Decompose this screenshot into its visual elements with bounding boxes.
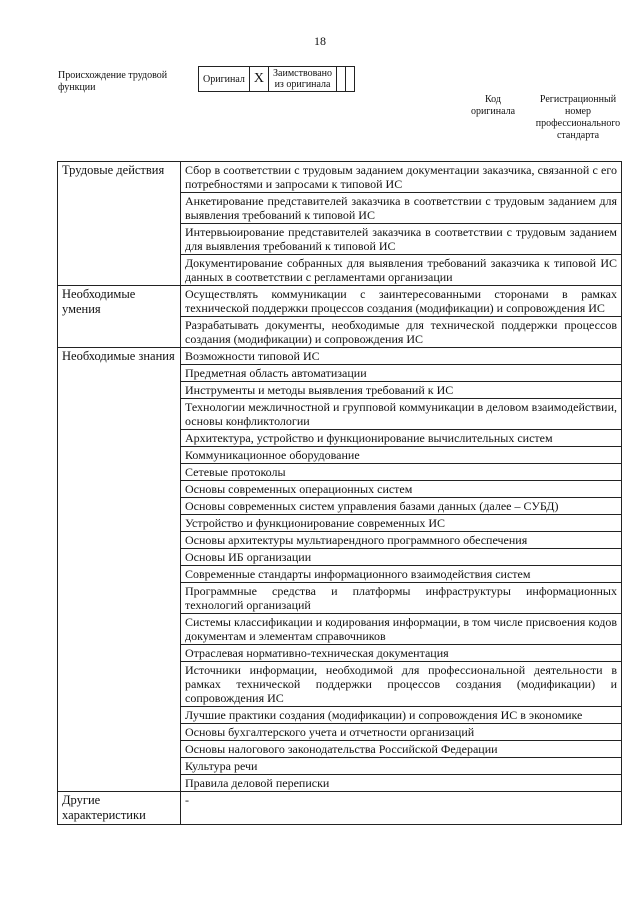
section-item: Отраслевая нормативно-техническая документация (181, 644, 621, 661)
section-item: Основы современных систем управления базами данных (далее – СУБД) (181, 497, 621, 514)
section-item: Правила деловой переписки (181, 774, 621, 791)
section-item: Системы классификации и кодирования информации, в том числе присвоения кодов документам и элементам справочников (181, 613, 621, 644)
page-number: 18 (314, 34, 326, 48)
section-item: Архитектура, устройство и функционирование вычислительных систем (181, 429, 621, 446)
section-content (181, 348, 622, 792)
section-item: Основы налогового законодательства Российской Федерации (181, 740, 621, 757)
section-item: Сетевые протоколы (181, 463, 621, 480)
section-content (181, 792, 622, 825)
section-label: Необходимые умения (58, 286, 181, 348)
origin-label: Происхождение трудовой функции (58, 70, 168, 93)
section-item: Основы архитектуры мультиарендного программного обеспечения (181, 531, 621, 548)
functions-table (57, 161, 622, 825)
section-content (181, 286, 622, 348)
functions-table-body (58, 162, 622, 825)
section-label: Необходимые знания (58, 348, 181, 792)
reg-number-caption: Регистрационный номер профессионального стандарта (535, 94, 621, 141)
borrowed-label: Заимствовано из оригинала (269, 67, 337, 92)
section-label: Трудовые действия (58, 162, 181, 286)
section-item: Лучшие практики создания (модификации) и сопровождения ИС в экономике (181, 706, 621, 723)
origin-table (198, 66, 355, 92)
section-content (181, 162, 622, 286)
section-item: Источники информации, необходимой для профессиональной деятельности в рамках технической поддержки процессов создания (модификации) и сопровождения ИС (181, 661, 621, 706)
original-mark: X (249, 67, 268, 92)
section-item: Культура речи (181, 757, 621, 774)
section-item: - (185, 793, 189, 807)
reg-number-cell (346, 67, 355, 92)
section-item: Предметная область автоматизации (181, 364, 621, 381)
section-item: Основы ИБ организации (181, 548, 621, 565)
section-item: Основы бухгалтерского учета и отчетности организаций (181, 723, 621, 740)
code-cell (337, 67, 346, 92)
section-item: Возможности типовой ИС (185, 349, 320, 363)
section-item: Анкетирование представителей заказчика в соответствии с трудовым заданием для выявления требований к типовой ИС (181, 192, 621, 223)
section-item: Документирование собранных для выявления требований заказчика к типовой ИС данных в соответствии с регламентами организации (181, 254, 621, 285)
section-item: Инструменты и методы выявления требований к ИС (181, 381, 621, 398)
section-item: Основы современных операционных систем (181, 480, 621, 497)
code-original-caption: Код оригинала (470, 94, 516, 117)
original-label: Оригинал (199, 67, 250, 92)
section-item: Устройство и функционирование современных ИС (181, 514, 621, 531)
section-label: Другие характеристики (58, 792, 181, 825)
section-item: Современные стандарты информационного взаимодействия систем (181, 565, 621, 582)
section-item: Программные средства и платформы инфраструктуры информационных технологий организаций (181, 582, 621, 613)
section-row (58, 792, 622, 825)
section-item: Сбор в соответствии с трудовым заданием документации заказчика, связанной с его потребностями и запросами к типовой ИС (185, 163, 617, 191)
section-row (58, 162, 622, 286)
section-row (58, 348, 622, 792)
section-item: Интервьюирование представителей заказчика в соответствии с трудовым заданием для выявления требований к типовой ИС (181, 223, 621, 254)
section-row (58, 286, 622, 348)
section-item: Разрабатывать документы, необходимые для технической поддержки процессов создания (модификации) и сопровождения ИС (181, 316, 621, 347)
section-item: Коммуникационное оборудование (181, 446, 621, 463)
section-item: Осуществлять коммуникации с заинтересованными сторонами в рамках технической поддержки процессов создания (модификации) и сопровождения ИС (185, 287, 617, 315)
section-item: Технологии межличностной и групповой коммуникации в деловом взаимодействии, основы конфликтологии (181, 398, 621, 429)
